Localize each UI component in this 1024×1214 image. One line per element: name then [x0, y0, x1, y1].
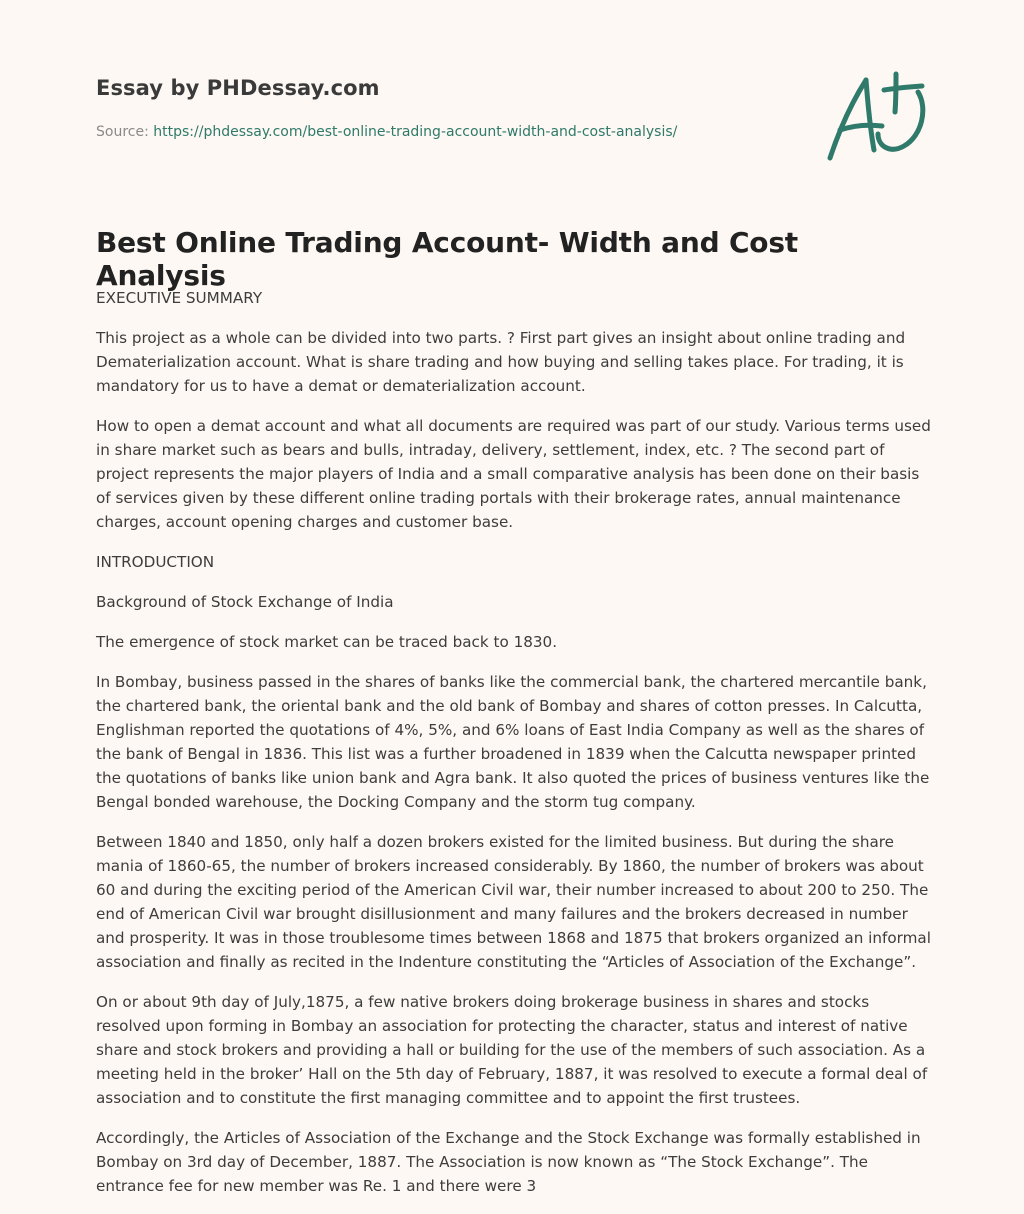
- a-plus-logo-icon: [822, 66, 932, 166]
- page-title: Best Online Trading Account- Width and Cost Analysis: [96, 226, 798, 292]
- paragraph: The emergence of stock market can be traced back to 1830.: [96, 633, 558, 651]
- paragraph-background-heading: Background of Stock Exchange of India: [96, 593, 394, 611]
- paragraph: Accordingly, the Articles of Association of the Exchange and the Stock Exchange was formally established in Bombay on 3rd day of December, 1887. The Association is now known as “The Stock Exchange”. The entrance fee for new member was Re. 1 and there were 3: [96, 1129, 921, 1195]
- site-title: Essay by PHDessay.com: [96, 76, 380, 100]
- paragraph: Between 1840 and 1850, only half a dozen brokers existed for the limited business. But during the share mania of 1860-65, the number of brokers increased considerably. By 1860, the number of brokers was about 60 and during the exciting period of the American Civil war, their number increased to about 200 to 250. The end of American Civil war brought disillusionment and many failures and the brokers decreased in number and prosperity. It was in those troublesome times between 1868 and 1875 that brokers organized an informal association and finally as recited in the Indenture constituting the “Articles of Association of the Exchange”.: [96, 833, 931, 971]
- paragraph: This project as a whole can be divided into two parts. ? First part gives an insight about online trading and Dematerialization account. What is share trading and how buying and selling takes place. For trading, it is mandatory for us to have a demat or dematerialization account.: [96, 329, 906, 395]
- paragraph: How to open a demat account and what all documents are required was part of our study. Various terms used in share market such as bears and bulls, intraday, delivery, settlement, index, etc. ? The second part of project represents the major players of India and a small comparative analysis has been done on their basis of services given by these different online trading portals with their brokerage rates, annual maintenance charges, account opening charges and customer base.: [96, 417, 931, 531]
- paragraph-exec-summary-heading: EXECUTIVE SUMMARY: [96, 289, 263, 307]
- paragraph: In Bombay, business passed in the shares of banks like the commercial bank, the chartered mercantile bank, the chartered bank, the oriental bank and the old bank of Bombay and shares of cotton presses. In Calcutta, Englishman reported the quotations of 4%, 5%, and 6% loans of East India Company as well as the shares of the bank of Bengal in 1836. This list was a further broadened in 1839 when the Calcutta newspaper printed the quotations of banks like union bank and Agra bank. It also quoted the prices of business ventures like the Bengal bonded warehouse, the Docking Company and the storm tug company.: [96, 673, 930, 811]
- essay-body: [96, 286, 931, 1214]
- source-label: Source:: [96, 124, 149, 140]
- source-line: [96, 124, 677, 140]
- paragraph: On or about 9th day of July,1875, a few native brokers doing brokerage business in shares and stocks resolved upon forming in Bombay an association for protecting the character, status and interest of native share and stock brokers and providing a hall or building for the use of the members of such association. As a meeting held in the broker’ Hall on the 5th day of February, 1887, it was resolved to execute a formal deal of association and to constitute the first managing committee and to appoint the first trustees.: [96, 993, 928, 1107]
- paragraph-introduction-heading: INTRODUCTION: [96, 553, 215, 571]
- source-link[interactable]: https://phdessay.com/best-online-trading-account-width-and-cost-analysis/: [153, 124, 678, 140]
